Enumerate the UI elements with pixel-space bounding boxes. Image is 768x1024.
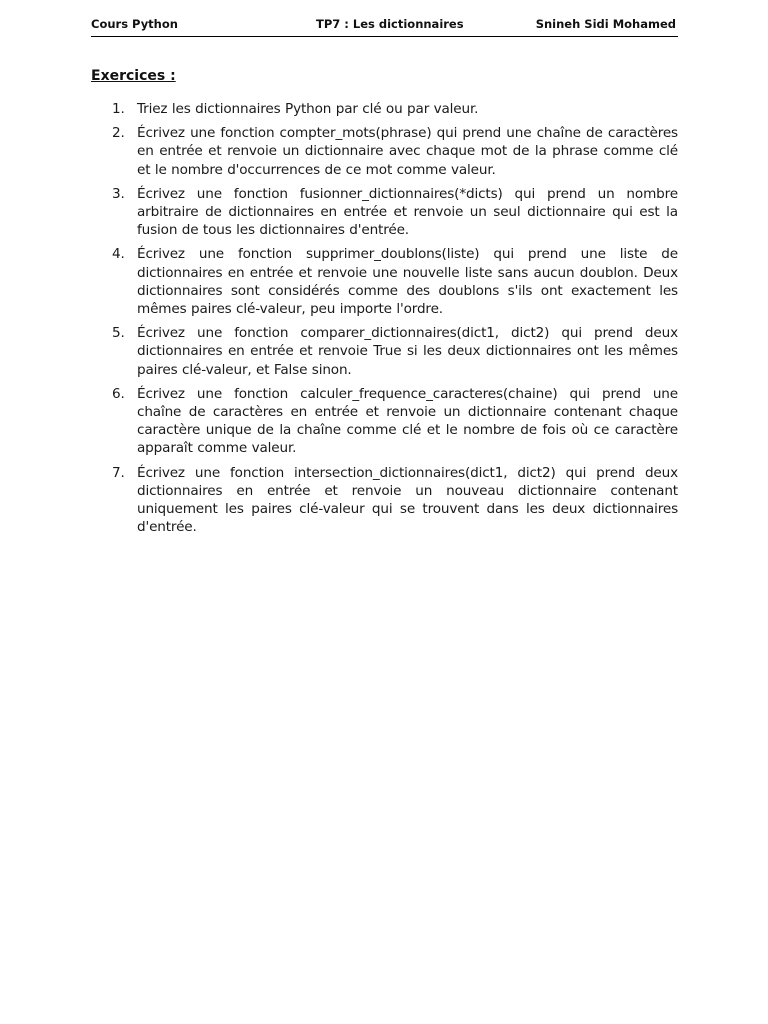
exercise-item [91, 245, 678, 318]
exercise-number: 6. [112, 385, 125, 402]
exercise-number: 1. [112, 101, 125, 117]
exercise-text: Écrivez une fonction supprimer_doublons(liste) qui prend une liste de dictionnaires en entrée et renvoie une nouvelle liste sans aucun doublon. Deux dictionnaires sont considérés comme des doublons s'ils ont exactement les mêmes paires clé-valeur, peu importe l'ordre. [137, 246, 678, 318]
exercise-item [91, 385, 678, 458]
exercise-text: Écrivez une fonction compter_mots(phrase) qui prend une chaîne de caractères en entrée et renvoie un dictionnaire avec chaque mot de la phrase comme clé et le nombre d'occurrences de ce mot comme valeur. [137, 125, 678, 178]
exercise-list [91, 100, 678, 542]
exercise-text: Écrivez une fonction fusionner_dictionnaires(*dicts) qui prend un nombre arbitraire de dictionnaires en entrée et renvoie un seul dictionnaire qui est la fusion de tous les dictionnaires d'entrée. [137, 185, 678, 239]
header-course-title: Cours Python [91, 17, 178, 31]
exercise-item [91, 185, 678, 240]
page-header [91, 16, 678, 37]
exercise-item [91, 124, 678, 179]
header-tp-title: TP7 : Les dictionnaires [316, 17, 464, 31]
exercise-text: Écrivez une fonction intersection_dictionnaires(dict1, dict2) qui prend deux dictionnaires en entrée et renvoie un nouveau dictionnaire contenant uniquement les paires clé-valeur qui se trouvent dans les deux dictionnaires d'entrée. [137, 464, 678, 536]
exercise-item [91, 464, 678, 537]
exercise-text: Écrivez une fonction calculer_frequence_caracteres(chaine) qui prend une chaîne de caractères en entrée et renvoie un dictionnaire contenant chaque caractère unique de la chaîne comme clé et le nombre de fois où ce caractère apparaît comme valeur. [137, 385, 678, 457]
exercise-number: 4. [112, 246, 125, 263]
exercise-number: 2. [112, 125, 125, 142]
exercise-number: 7. [112, 464, 125, 481]
exercise-text: Triez les dictionnaires Python par clé ou par valeur. [137, 101, 479, 117]
exercise-item [91, 324, 678, 379]
header-author: Snineh Sidi Mohamed [535, 17, 676, 31]
exercise-number: 5. [112, 325, 125, 342]
section-title: Exercices : [91, 68, 176, 84]
exercise-item [91, 100, 678, 118]
exercise-number: 3. [112, 185, 125, 202]
exercise-text: Écrivez une fonction comparer_dictionnaires(dict1, dict2) qui prend deux dictionnaires en entrée et renvoie True si les deux dictionnaires ont les mêmes paires clé-valeur, et False sinon. [137, 325, 678, 378]
